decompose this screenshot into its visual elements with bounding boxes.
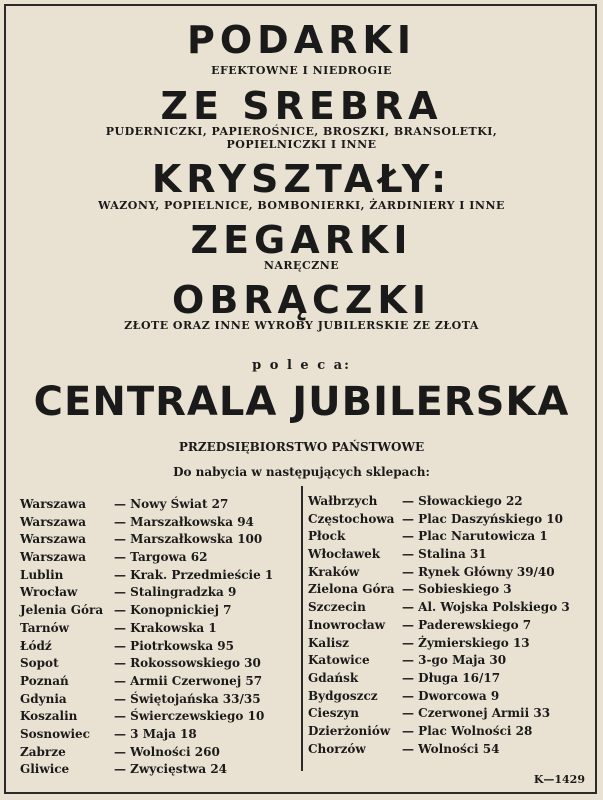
shop-address: — Plac Daszyńskiego 10 xyxy=(402,511,564,526)
shop-city: Chorzów xyxy=(308,741,366,756)
company-subtitle: PRZEDSIĘBIORSTWO PAŃSTWOWE xyxy=(178,440,425,454)
shop-city: Bydgoszcz xyxy=(308,688,378,703)
shop-city: Gdynia xyxy=(20,691,67,706)
shop-city: Gdańsk xyxy=(308,670,359,685)
shop-address: — Nowy Świat 27 xyxy=(114,497,229,511)
shop-address: — Stalina 31 xyxy=(402,547,487,562)
headline-obraczki: OBRĄCZKI xyxy=(172,278,431,322)
shop-city: Koszalin xyxy=(20,709,78,724)
shop-address: — Zwycięstwa 24 xyxy=(114,762,228,777)
headline-krysztaly-sub: WAZONY, POPIELNICE, BOMBONIERKI, ŻARDINIERY I INNE xyxy=(98,199,505,212)
shop-city: Kraków xyxy=(308,564,360,579)
headline-zegarki-sub: NARĘCZNE xyxy=(263,259,340,272)
shop-address: — Czerwonej Armii 33 xyxy=(402,706,551,721)
shop-address: — Dworcowa 9 xyxy=(402,688,500,703)
shop-address: — Al. Wojska Polskiego 3 xyxy=(402,600,570,615)
shops-intro: Do nabycia w następujących sklepach: xyxy=(173,465,430,479)
shop-address: — 3 Maja 18 xyxy=(114,726,197,741)
shop-city: Warszawa xyxy=(20,532,86,547)
shop-city: Dzierżoniów xyxy=(308,723,391,738)
company-name: CENTRALA JUBILERSKA xyxy=(33,379,570,425)
headline-krysztaly: KRYSZTAŁY: xyxy=(151,157,452,201)
shop-address: — Rokossowskiego 30 xyxy=(114,656,261,671)
shop-address: — Wolności 54 xyxy=(402,741,500,756)
shop-address: — Armii Czerwonej 57 xyxy=(114,673,263,688)
shop-address: — Krakowska 1 xyxy=(114,620,217,635)
shop-address: — Żymierskiego 13 xyxy=(402,635,530,650)
poleca-label: p o l e c a: xyxy=(252,358,351,373)
shop-address: — Rynek Główny 39/40 xyxy=(402,564,555,579)
shop-address: — Sobieskiego 3 xyxy=(402,582,512,597)
shop-city: Sosnowiec xyxy=(20,726,90,741)
headline-podarki: PODARKI xyxy=(187,18,416,62)
shop-city: Zielona Góra xyxy=(308,582,395,597)
shop-city: Inowrocław xyxy=(308,617,386,632)
shop-city: Warszawa xyxy=(20,550,86,565)
shop-address: — Wolności 260 xyxy=(114,744,220,759)
shop-address: — Piotrkowska 95 xyxy=(114,638,234,653)
shop-city: Poznań xyxy=(20,673,69,688)
headline-ze-srebra: ZE SREBRA xyxy=(160,84,443,128)
shop-city: Włocławek xyxy=(308,547,381,562)
shop-city: Szczecin xyxy=(308,600,366,615)
shop-city: Tarnów xyxy=(20,620,69,635)
shop-city: Warszawa xyxy=(20,497,86,511)
shop-address: — Słowackiego 22 xyxy=(402,494,523,508)
shop-city: Łódź xyxy=(20,638,52,653)
headline-podarki-sub: EFEKTOWNE I NIEDROGIE xyxy=(211,64,392,77)
shop-city: Sopot xyxy=(20,656,59,671)
shop-city: Katowice xyxy=(308,653,370,668)
shop-address: — Plac Narutowicza 1 xyxy=(402,529,548,544)
shop-address: — 3-go Maja 30 xyxy=(402,653,507,668)
shop-address: — Paderewskiego 7 xyxy=(402,617,532,632)
shop-city: Cieszyn xyxy=(308,706,360,721)
shop-address: — Marszałkowska 100 xyxy=(114,532,263,547)
headline-ze-srebra-sub1: PUDERNICZKI, PAPIEROŚNICE, BROSZKI, BRANSOLETKI, xyxy=(105,125,498,138)
shop-city: Płock xyxy=(308,529,346,544)
shop-city: Częstochowa xyxy=(308,511,395,526)
shop-address: — Długa 16/17 xyxy=(402,670,501,685)
ad-code: K—1429 xyxy=(533,773,585,786)
shop-city: Wałbrzych xyxy=(308,494,378,508)
shop-city: Jelenia Góra xyxy=(20,603,104,618)
shop-address: — Świętojańska 33/35 xyxy=(114,691,261,706)
shop-address: — Stalingradzka 9 xyxy=(114,585,237,600)
shop-city: Lublin xyxy=(20,567,64,582)
headline-zegarki: ZEGARKI xyxy=(190,218,413,262)
shop-address: — Targowa 62 xyxy=(114,550,208,565)
shop-address: — Świerczewskiego 10 xyxy=(114,709,265,724)
shop-address: — Konopnickiej 7 xyxy=(114,603,232,618)
shop-city: Gliwice xyxy=(20,762,70,777)
shop-city: Kalisz xyxy=(308,635,349,650)
headline-ze-srebra-sub2: POPIELNICZKI I INNE xyxy=(226,138,377,151)
shop-address: — Krak. Przedmieście 1 xyxy=(114,567,274,582)
shop-address: — Marszałkowska 94 xyxy=(114,514,254,529)
shop-city: Zabrze xyxy=(20,744,66,759)
shop-city: Wrocław xyxy=(20,585,78,600)
shop-city: Warszawa xyxy=(20,514,86,529)
headline-obraczki-sub: ZŁOTE ORAZ INNE WYROBY JUBILERSKIE ZE ZŁOTA xyxy=(124,319,479,332)
shop-address: — Plac Wolności 28 xyxy=(402,723,533,738)
column-divider xyxy=(301,486,303,771)
